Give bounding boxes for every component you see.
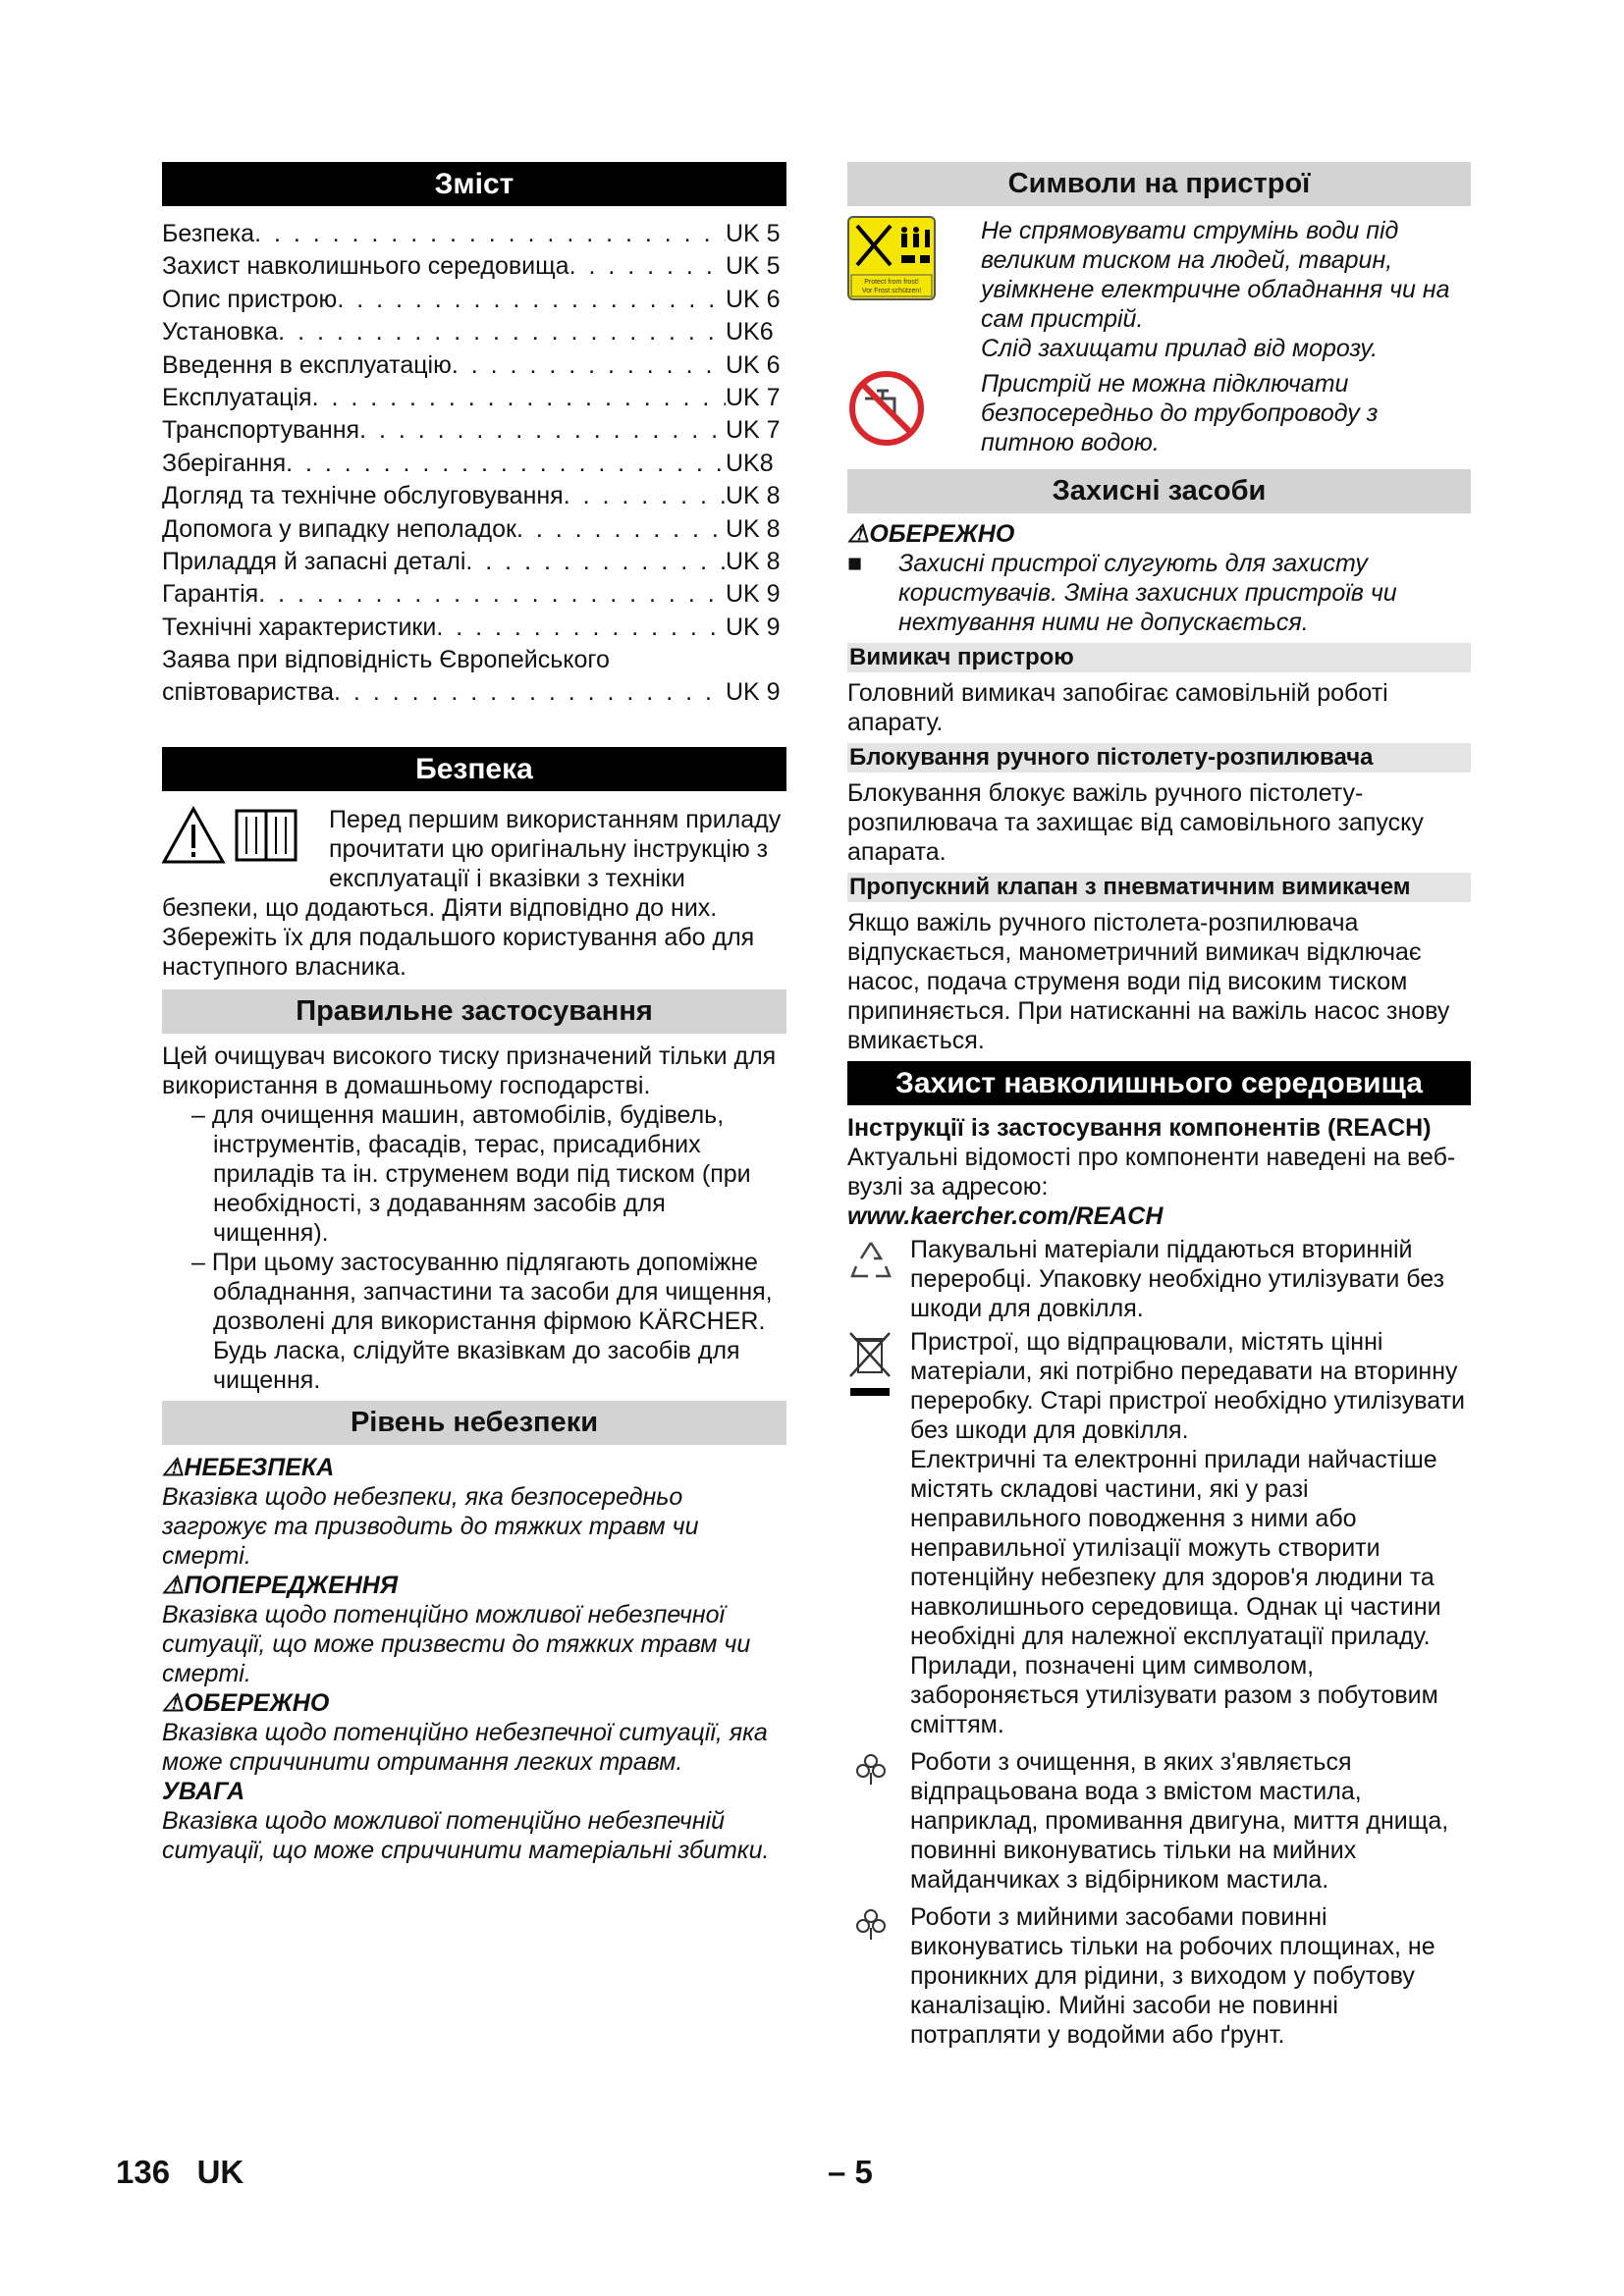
device-symbols-title: Символи на пристрої: [847, 162, 1471, 206]
toc-item-page: UK 6: [726, 350, 781, 379]
bullet-icon: ■: [847, 550, 863, 577]
toc-leader-dots: [278, 316, 726, 348]
protective-warning-label: ⚠ОБЕРЕЖНО: [847, 520, 1015, 548]
toc-item[interactable]: [162, 676, 786, 709]
toc-item-page: UK 9: [726, 580, 781, 609]
toc-leader-dots: [334, 676, 726, 709]
toc-item-label: Гарантія: [162, 580, 259, 609]
environment-icon: [847, 1747, 894, 1895]
toc-item-page: UK 9: [726, 678, 781, 707]
proper-use-title: Правильне застосування: [162, 989, 786, 1034]
toc-item[interactable]: [162, 382, 786, 414]
sub-page-number: – 5: [828, 2154, 873, 2190]
toc-item[interactable]: [162, 284, 786, 316]
recycle-icon: [847, 1235, 894, 1323]
page-number: 136 UK: [116, 2154, 244, 2190]
toc-item-label: Догляд та технічне обслуговування: [162, 482, 564, 510]
warning-read-manual-icon: [162, 805, 319, 866]
toc-item[interactable]: [162, 448, 786, 480]
toc-item[interactable]: [162, 414, 786, 447]
toc-leader-dots: [569, 250, 726, 283]
danger-levels: [162, 1453, 786, 1865]
danger-levels-title: Рівень небезпеки: [162, 1401, 786, 1445]
toc-item-label: Опис пристрою: [162, 285, 338, 313]
toc-leader-dots: [516, 513, 726, 546]
toc-item-page: UK 8: [726, 514, 781, 543]
symbol-text: Слід захищати прилад від морозу.: [981, 335, 1379, 362]
proper-use-text: Цей очищувач високого тиску призначений тільки для використання в домашньому господарстві.: [162, 1042, 777, 1099]
toc-leader-dots: [254, 218, 726, 250]
toc-item[interactable]: [162, 644, 786, 676]
symbol-text: Пристрій не можна підключати безпосередньо до трубопроводу з питною водою.: [981, 370, 1379, 456]
protective-bullet-text: Захисні пристрої слугують для захисту користувачів. Зміна захисних пристроїв чи нехтування ними не допускається.: [898, 550, 1397, 636]
level-label-notice: УВАГА: [162, 1778, 245, 1805]
toc-item[interactable]: [162, 316, 786, 348]
toc-item-label: Введення в експлуатацію: [162, 350, 452, 379]
toc-item-label: Заява при відповідність Європейського: [162, 646, 610, 674]
crossed-bin-icon: [847, 1327, 894, 1739]
sticker-text: Vor Frost schützen!: [861, 288, 922, 294]
toc-item-label: Експлуатація: [162, 383, 312, 411]
reach-text: Актуальні відомості про компоненти наведені на веб-вузлі за адресою:: [847, 1144, 1456, 1201]
toc-item[interactable]: [162, 546, 786, 578]
toc-item-label: Безпека: [162, 220, 255, 247]
toc-item-page: UK 8: [726, 547, 781, 575]
toc-title: Зміст: [162, 162, 786, 206]
toc-leader-dots: [452, 349, 726, 382]
level-text: Вказівка щодо можливої потенційно небезпечній ситуації, що може спричинити матеріальні збитки.: [162, 1807, 770, 1864]
subsection-text: Якщо важіль ручного пістолета-розпилювача відпускається, манометричний вимикач відключає насос, подача струменя води під високим тиском припиняється. При натисканні на важіль насос знову вмикається.: [847, 909, 1450, 1054]
environment-icon: [847, 1902, 894, 2050]
environment-text: Роботи з очищення, в яких з'являється відпрацьована вода з вмістом мастила, наприклад, промивання двигуна, миття днища, повинні виконуватись тільки на мийних майданчиках з відбірником мастила.: [910, 1748, 1449, 1894]
toc-leader-dots: [359, 414, 726, 447]
subsection-title: Пропускний клапан з пневматичним вимикачем: [847, 873, 1471, 902]
proper-use-item: – для очищення машин, автомобілів, будівель, інструментів, фасадів, терас, присадибних приладів та ін. струменем води під тиском (при необхідності, з додаванням засобів для чищення).: [191, 1101, 751, 1247]
toc-item[interactable]: [162, 480, 786, 512]
toc-item-label: Технічні характеристики: [162, 613, 437, 641]
toc-leader-dots: [286, 448, 726, 480]
toc-item-page: UK 9: [726, 613, 781, 641]
toc-item-page: UK 6: [726, 285, 781, 313]
toc-item-label: співтовариства: [162, 678, 335, 707]
level-text: Вказівка щодо небезпеки, яка безпосередньо загрожує та призводить до тяжких травм чи смерті.: [162, 1483, 699, 1570]
language-code: UK: [196, 2154, 244, 2190]
toc-leader-dots: [337, 284, 726, 316]
level-label-danger: ⚠НЕБЕЗПЕКА: [162, 1454, 335, 1481]
toc-item-page: UK 5: [726, 252, 781, 281]
toc-item-page: UK8: [726, 449, 774, 477]
toc-item[interactable]: [162, 513, 786, 546]
toc-leader-dots: [436, 612, 726, 644]
right-column: [847, 162, 1471, 2050]
no-drinking-water-connection-icon: [847, 369, 963, 457]
safety-intro: Перед першим використанням приладу прочитати цю оригінальну інструкцію з експлуатації і вказівки з техніки безпеки, що додаються. Діяти відповідно до них. Збережіть їх для подальшого користування або для наступного власника.: [162, 806, 782, 981]
toc-list: [162, 218, 786, 710]
toc-item-label: Захист навколишнього середовища: [162, 252, 569, 281]
symbol-text: Не спрямовувати струмінь води під великим тиском на людей, тварин, увімкнене електричне обладнання чи на сам пристрій.: [981, 217, 1450, 333]
no-spray-frost-sticker-icon: [847, 216, 963, 363]
environment-text: Пакувальні матеріали піддаються вторинній переробці. Упаковку необхідно утилізувати без шкоди для довкілля.: [910, 1236, 1445, 1322]
protective-title: Захисні засоби: [847, 469, 1471, 513]
toc-item-page: UK 7: [726, 383, 781, 411]
toc-leader-dots: [258, 578, 726, 611]
level-text: Вказівка щодо потенційно небезпечної ситуації, яка може спричинити отримання легких травм.: [162, 1719, 768, 1776]
environment-text: Роботи з мийними засобами повинні виконуватись тільки на робочих площинах, не проникних для рідини, з виходом у побутову каналізацію. Мийні засоби не повинні потрапляти у водойми або ґрунт.: [910, 1903, 1435, 2049]
toc-item[interactable]: [162, 349, 786, 382]
environment-title: Захист навколишнього середовища: [847, 1061, 1471, 1105]
toc-leader-dots: [465, 546, 726, 578]
environment-text: Електричні та електронні прилади найчастіше містять складові частини, які у разі неправильного поводження з ними або неправильної утилізації можуть створити потенційну небезпеку для здоров'я людини та навколишнього середовища. Однак ці частини необхідні для належної експлуатації приладу. Прилади, позначені цим символом, забороняється утилізувати разом з побутовим сміттям.: [910, 1446, 1441, 1738]
toc-item-label: Приладдя й запасні деталі: [162, 547, 466, 575]
level-label-caution: ⚠ОБЕРЕЖНО: [162, 1689, 330, 1717]
proper-use-item: – При цьому застосуванню підлягають допоміжне обладнання, запчастини та засоби для чищення, дозволені для використання фірмою KÄRCHER. Будь ласка, слідуйте вказівкам до засобів для чищення.: [191, 1249, 773, 1394]
toc-item[interactable]: [162, 250, 786, 283]
toc-item-label: Транспортування: [162, 416, 360, 445]
subsection-text: Блокування блокує важіль ручного пістолету-розпилювача та захищає від самовільного запуску апарата.: [847, 779, 1424, 866]
toc-item-page: UK6: [726, 318, 774, 347]
level-label-warning: ⚠ПОПЕРЕДЖЕННЯ: [162, 1572, 399, 1599]
toc-item-page: UK 8: [726, 482, 781, 510]
subsection-title: Блокування ручного пістолету-розпилювача: [847, 743, 1471, 773]
subsection-text: Головний вимикач запобігає самовільній роботі апарату.: [847, 679, 1388, 736]
sticker-text: Protect from frost!: [864, 279, 919, 286]
toc-item-label: Допомога у випадку неполадок: [162, 514, 516, 543]
toc-item-page: UK 5: [726, 220, 781, 247]
toc-leader-dots: [312, 382, 726, 414]
toc-item-page: UK 7: [726, 416, 781, 445]
level-text: Вказівка щодо потенційно можливої небезпечної ситуації, що може призвести до тяжких травм чи смерті.: [162, 1601, 751, 1687]
toc-leader-dots: [564, 480, 726, 512]
safety-title: Безпека: [162, 747, 786, 791]
environment-text: Пристрої, що відпрацювали, містять цінні матеріали, які потрібно передавати на вторинну переробку. Старі пристрої необхідно утилізувати без шкоди для довкілля.: [910, 1328, 1465, 1444]
reach-url-link[interactable]: www.kaercher.com/REACH: [847, 1202, 1164, 1230]
toc-item-label: Установка: [162, 318, 279, 347]
left-column: [162, 162, 786, 710]
safety-section: [162, 747, 786, 1865]
toc-item[interactable]: [162, 218, 786, 250]
reach-title: Інструкції із застосування компонентів (REACH): [847, 1114, 1432, 1142]
toc-item[interactable]: [162, 578, 786, 611]
toc-item[interactable]: [162, 612, 786, 644]
subsection-title: Вимикач пристрою: [847, 643, 1471, 672]
toc-item-label: Зберігання: [162, 449, 287, 477]
